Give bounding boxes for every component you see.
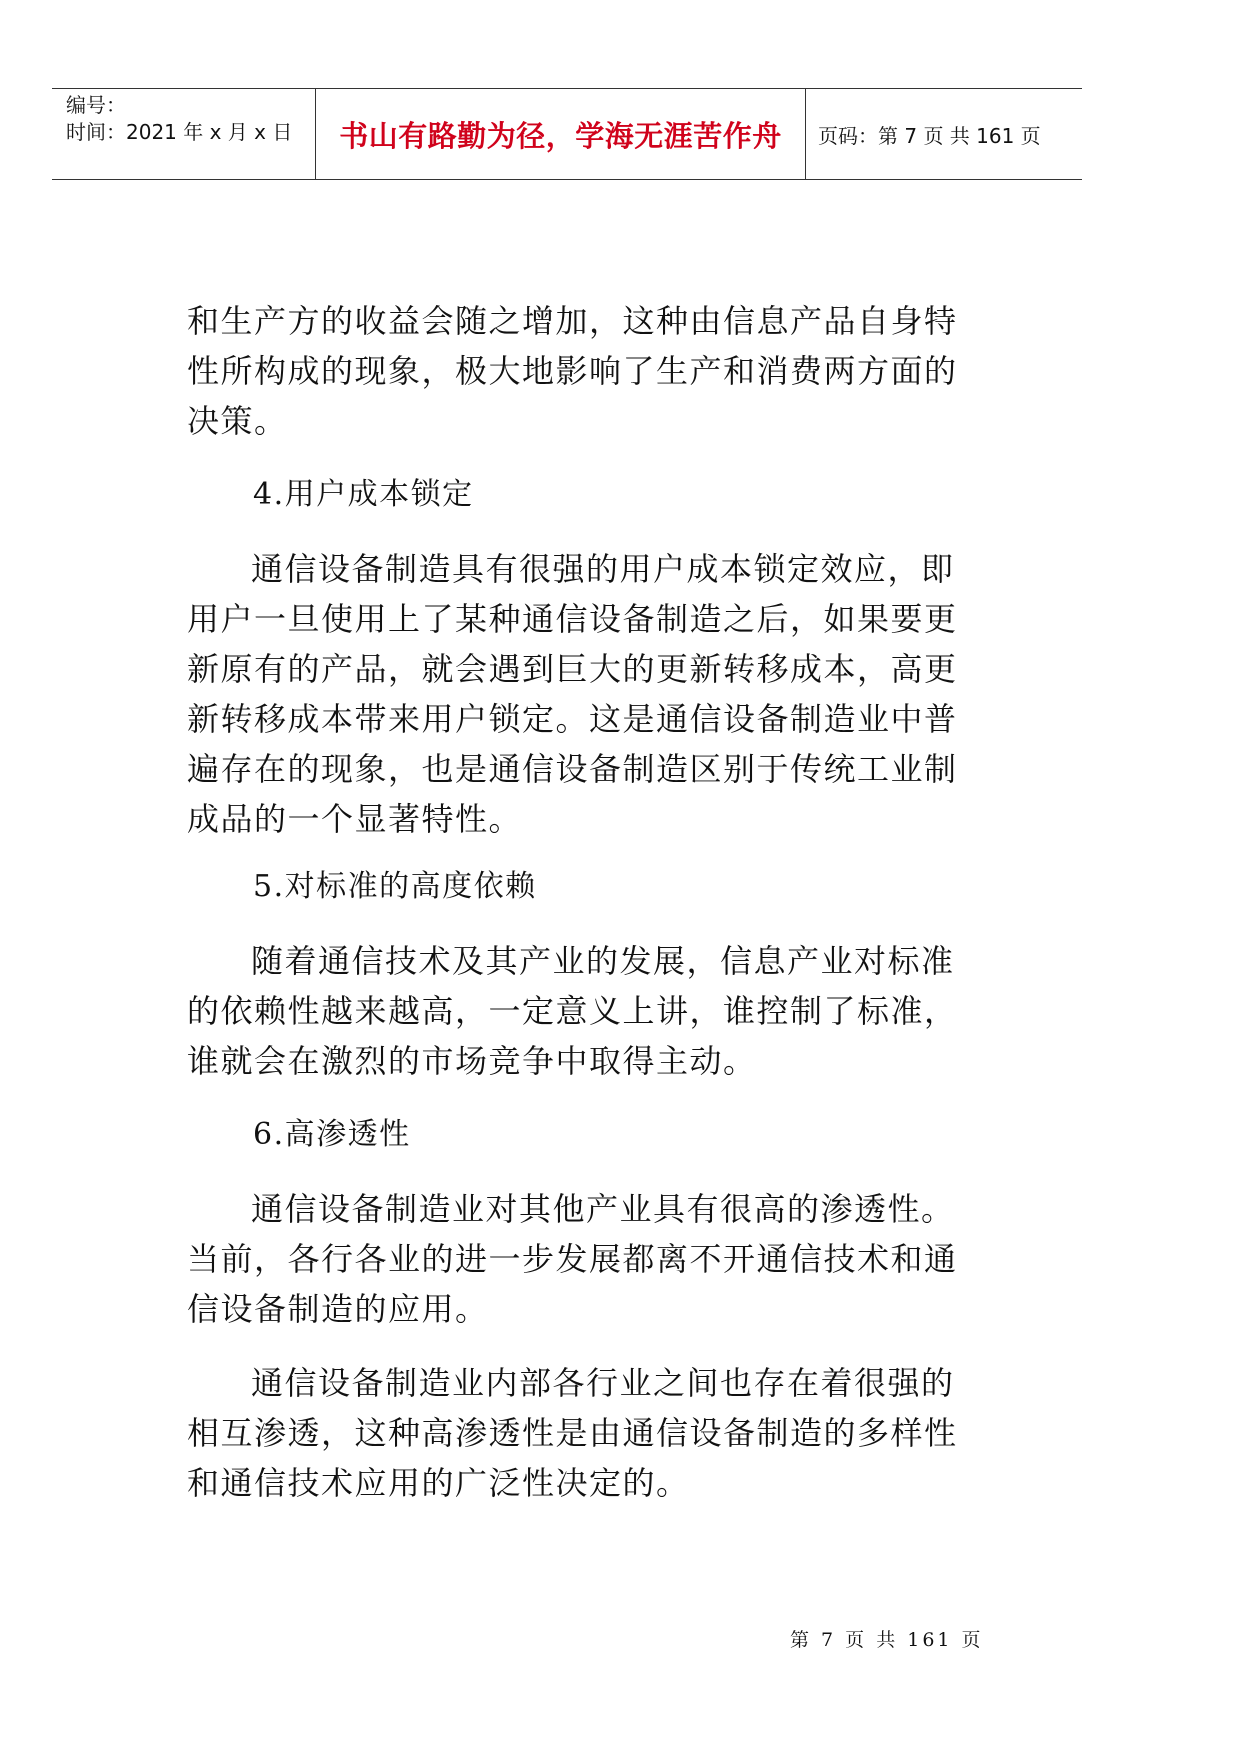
section-heading: 4.用户成本锁定 (253, 477, 474, 512)
body-paragraph: 随着通信技术及其产业的发展，信息产业对标准的依赖性越来越高，一定意义上讲，谁控制了标准，谁就会在激烈的市场竞争中取得主动。 (187, 942, 958, 1080)
document-time-label: 时间：2021 年 x 月 x 日 (66, 120, 293, 144)
header-motto: 书山有路勤为径，学海无涯苦作舟 (316, 89, 806, 179)
document-body (187, 296, 967, 1508)
body-paragraph: 通信设备制造业对其他产业具有很高的渗透性。当前，各行各业的进一步发展都离不开通信技术和通信设备制造的应用。 (187, 1190, 958, 1328)
section-heading: 5.对标准的高度依赖 (253, 869, 537, 904)
page-footer: 第 7 页 共 161 页 (790, 1629, 984, 1651)
body-paragraph: 通信设备制造具有很强的用户成本锁定效应，即用户一旦使用上了某种通信设备制造之后，如果要更新原有的产品，就会遇到巨大的更新转移成本，高更新转移成本带来用户锁定。这是通信设备制造业中普遍存在的现象，也是通信设备制造区别于传统工业制成品的一个显著特性。 (187, 550, 958, 838)
section-heading: 6.高渗透性 (253, 1117, 411, 1152)
body-paragraph: 和生产方的收益会随之增加，这种由信息产品自身特性所构成的现象，极大地影响了生产和消费两方面的决策。 (187, 302, 958, 440)
document-number-label: 编号： (66, 93, 126, 117)
header-page-info: 页码：第 7 页 共 161 页 (818, 123, 1041, 148)
page-header (52, 88, 1082, 180)
body-paragraph: 通信设备制造业内部各行业之间也存在着很强的相互渗透，这种高渗透性是由通信设备制造的多样性和通信技术应用的广泛性决定的。 (187, 1364, 958, 1502)
header-meta (52, 89, 316, 179)
